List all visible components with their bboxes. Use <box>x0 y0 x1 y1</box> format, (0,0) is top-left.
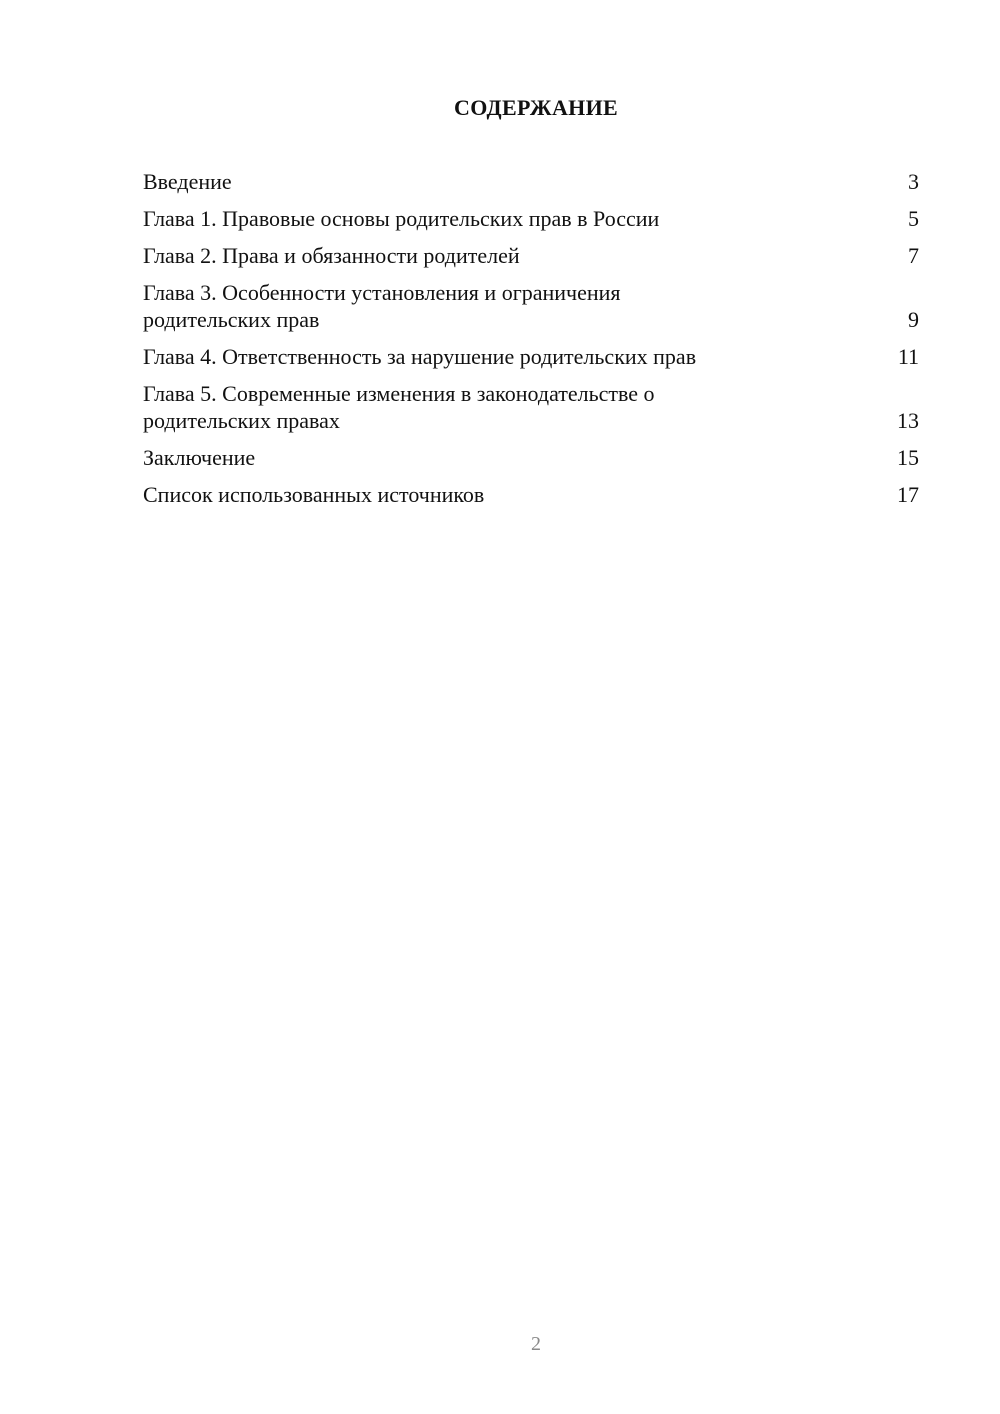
toc-entry-line: родительских правах <box>143 408 340 433</box>
toc-entry-text <box>143 242 889 269</box>
toc-entry-introduction <box>143 168 919 195</box>
page-number: 2 <box>531 1333 541 1355</box>
toc-entry-chapter-1 <box>143 205 919 232</box>
toc-entry-line: Введение <box>143 169 232 194</box>
toc-page-number: 13 <box>897 408 919 433</box>
toc-entry-chapter-3 <box>143 279 919 333</box>
toc-entry-text <box>143 481 889 508</box>
toc-page-number: 11 <box>897 344 919 369</box>
toc-page-number: 3 <box>908 169 919 194</box>
toc-entry-chapter-4 <box>143 343 919 370</box>
toc-entry-text <box>143 343 889 370</box>
toc-entry-text <box>143 279 889 333</box>
toc-entry-line: Список использованных источников <box>143 482 485 507</box>
toc-page-number: 15 <box>897 445 919 470</box>
toc-entry-line: Глава 2. Права и обязанности родителей <box>143 243 520 268</box>
toc-entry-chapter-2 <box>143 242 919 269</box>
toc-entry-line: Глава 4. Ответственность за нарушение родительских прав <box>143 344 697 369</box>
toc-entry-line: Заключение <box>143 445 256 470</box>
toc-entry-line: Глава 5. Современные изменения в законодательстве о <box>143 381 655 406</box>
toc-entry-line: Глава 3. Особенности установления и ограничения <box>143 280 621 305</box>
toc-entry-text <box>143 380 889 434</box>
toc-page-number: 17 <box>897 482 919 507</box>
toc-entry-text <box>143 168 889 195</box>
toc-entry-chapter-5 <box>143 380 919 434</box>
toc-entry-conclusion <box>143 444 919 471</box>
toc-entry-line: родительских прав <box>143 307 320 332</box>
toc-page-number: 5 <box>908 206 919 231</box>
toc-entry-text <box>143 205 889 232</box>
toc-entry-references <box>143 481 919 508</box>
toc-page-number: 9 <box>908 307 919 332</box>
page-title: СОДЕРЖАНИЕ <box>454 95 618 120</box>
toc-entry-line: Глава 1. Правовые основы родительских прав в России <box>143 206 660 231</box>
toc-entry-text <box>143 444 889 471</box>
table-of-contents <box>143 168 919 518</box>
toc-page-number: 7 <box>908 243 919 268</box>
